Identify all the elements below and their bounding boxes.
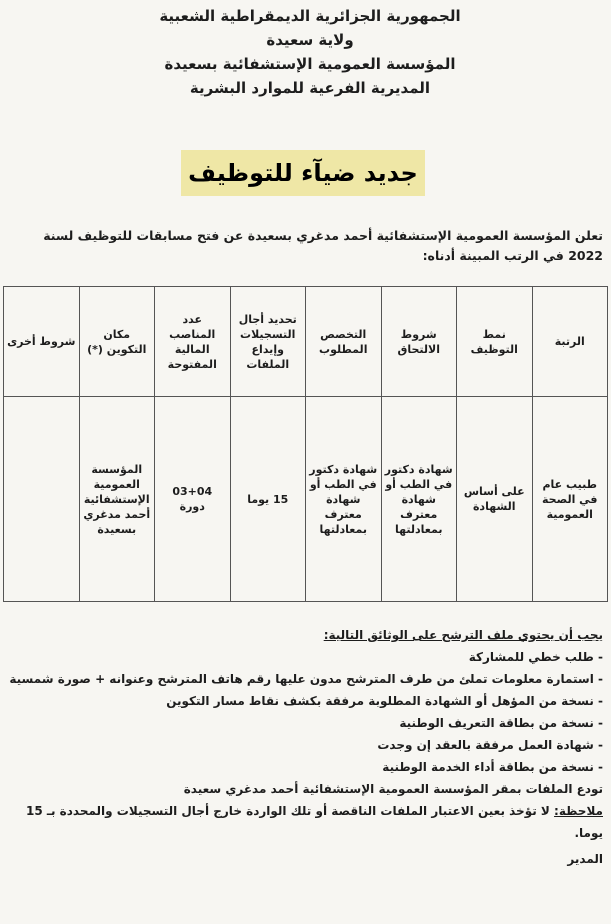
table-row	[4, 397, 608, 602]
list-item: - نسخة من بطاقة التعريف الوطنية	[399, 716, 603, 730]
cell-training-place: المؤسسة العمومية الإستشفائية أحمد مدغري بسعيدة	[79, 397, 155, 602]
list-item: - طلب خطي للمشاركة	[468, 650, 603, 664]
col-grade: الرتبة	[532, 287, 608, 397]
cell-specialty: شهادة دكتور في الطب أو شهادة معترف بمعادلتها	[306, 397, 382, 602]
header-republic: الجمهورية الجزائرية الديمقراطية الشعبية	[159, 7, 461, 25]
signature: المدير	[567, 852, 603, 866]
cell-deadline: 15 يوما	[230, 397, 306, 602]
requirements-section	[3, 624, 603, 870]
recruitment-banner: جديد ضيآء للتوظيف	[181, 150, 425, 196]
col-training-place: مكان التكوين (*)	[79, 287, 155, 397]
cell-other-conditions	[4, 397, 80, 602]
note	[3, 800, 603, 844]
positions-table	[3, 286, 608, 602]
list-item: - شهادة العمل مرفقة بالعقد إن وجدت	[377, 738, 603, 752]
note-text: لا تؤخذ بعين الاعتبار الملفات الناقصة أو تلك الواردة خارج أجال التسجيلات والمحددة بـ 15 يوما.	[25, 804, 603, 840]
col-other-conditions: شروط أخرى	[4, 287, 80, 397]
table-header-row	[4, 287, 608, 397]
cell-grade: طبيب عام في الصحة العمومية	[532, 397, 608, 602]
col-conditions: شروط الالتحاق	[381, 287, 457, 397]
cell-conditions: شهادة دكتور في الطب أو شهادة معترف بمعادلتها	[381, 397, 457, 602]
header-directorate: المديرية الفرعية للموارد البشرية	[189, 79, 431, 97]
col-specialty: التخصص المطلوب	[306, 287, 382, 397]
note-label: ملاحظة:	[554, 804, 603, 818]
col-recruitment-mode: نمط التوظيف	[457, 287, 533, 397]
announcement-intro: تعلن المؤسسة العمومية الإستشفائية أحمد مدغري بسعيدة عن فتح مسابقات للتوظيف لسنة 2022 في الرتب المبينة أدناه:	[43, 228, 603, 263]
list-item: - نسخة من بطاقة أداء الخدمة الوطنية	[382, 760, 603, 774]
cell-positions: 03+04 دورة	[155, 397, 231, 602]
col-deadline: تحديد أجال التسجيلات وإيداع الملفات	[230, 287, 306, 397]
list-item: - نسخة من المؤهل أو الشهادة المطلوبة مرفقة بكشف نقاط مسار التكوين	[166, 694, 603, 708]
document-header	[90, 4, 530, 100]
header-institution: المؤسسة العمومية الإستشفائية بسعيدة	[164, 55, 456, 73]
list-item: - استمارة معلومات تملئ من طرف المترشح مدون عليها رقم هاتف المترشح وعنوانه + صورة شمسية	[9, 672, 603, 686]
col-positions: عدد المناصب المالية المفتوحة	[155, 287, 231, 397]
deposit-instruction: تودع الملفات بمقر المؤسسة العمومية الإستشفائية أحمد مدغري سعيدة	[183, 782, 603, 796]
requirements-title: يجب أن يحتوي ملف الترشح على الوثائق التالية:	[323, 628, 603, 642]
header-wilaya: ولاية سعيدة	[266, 31, 354, 49]
cell-recruitment-mode: على أساس الشهادة	[457, 397, 533, 602]
